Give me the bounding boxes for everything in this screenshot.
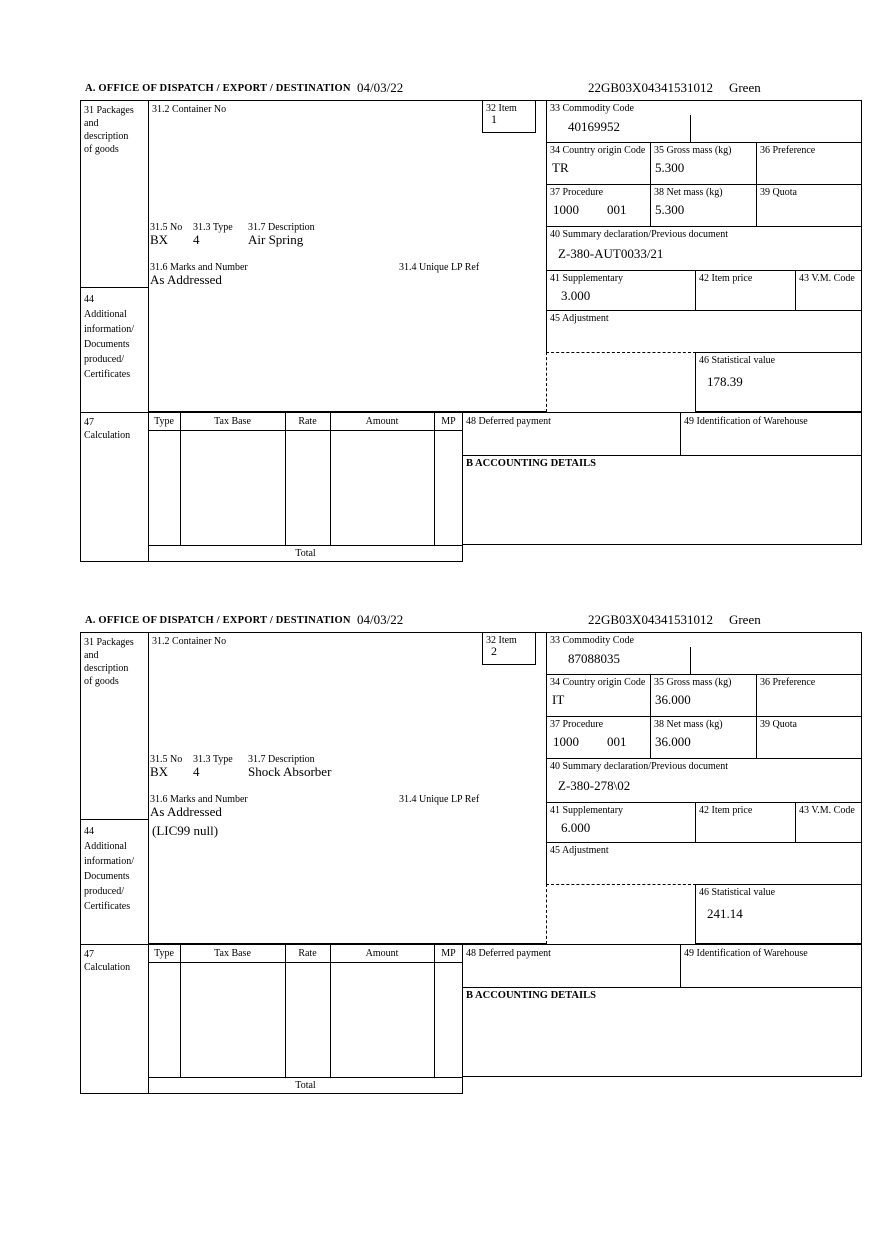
mrn-value: 22GB03X04341531012 (588, 612, 713, 627)
calculation-table (148, 944, 463, 1094)
table-header-mp: MP (441, 948, 456, 959)
table-header-rate: Rate (298, 416, 317, 427)
net-mass-value: 36.000 (655, 734, 691, 749)
box-31-label: 31 Packages and description of goods (84, 105, 134, 155)
calculation-table (148, 412, 463, 562)
marks-value: As Addressed (150, 272, 222, 287)
box-47-label: 47 Calculation (84, 949, 131, 973)
table-total-label: Total (295, 1080, 316, 1091)
mrn-line (588, 613, 761, 627)
warehouse-id-label: 49 Identification of Warehouse (684, 416, 808, 427)
table-header-amount: Amount (365, 948, 399, 959)
quota-label: 39 Quota (760, 187, 797, 198)
table-column-divider (180, 944, 181, 1077)
country-origin-value: IT (552, 692, 565, 707)
procedure-value: 1000 (553, 202, 579, 217)
summary-declaration-value: Z-380-278\02 (558, 778, 631, 793)
mrn-line (588, 81, 761, 95)
package-no-value: BX (150, 232, 169, 247)
box-31-goods-area (148, 632, 547, 944)
preference-label: 36 Preference (760, 145, 816, 156)
supplementary-value: 6.000 (561, 820, 591, 835)
supplementary-label: 41 Supplementary (550, 273, 624, 284)
table-header-type: Type (154, 416, 174, 427)
net-mass-value: 5.300 (655, 202, 685, 217)
adjustment-spacer-cell (546, 352, 696, 412)
goods-description-value: Shock Absorber (248, 764, 332, 779)
goods-description-value: Air Spring (248, 232, 304, 247)
deferred-payment-label: 48 Deferred payment (466, 416, 551, 427)
table-header-mp: MP (441, 416, 456, 427)
office-of-dispatch-header: A. OFFICE OF DISPATCH / EXPORT / DESTINATION (85, 615, 351, 626)
marks-label: 31.6 Marks and Number (150, 262, 248, 273)
statistical-value-label: 46 Statistical value (699, 355, 776, 366)
country-origin-label: 34 Country origin Code (550, 145, 646, 156)
marks-label: 31.6 Marks and Number (150, 794, 248, 805)
procedure-ext-value: 001 (607, 734, 627, 749)
description-label: 31.7 Description (248, 222, 315, 233)
summary-declaration-label: 40 Summary declaration/Previous document (550, 229, 729, 240)
declaration-item-section (80, 612, 862, 1097)
country-origin-label: 34 Country origin Code (550, 677, 646, 688)
table-column-divider (434, 944, 435, 1077)
summary-declaration-value: Z-380-AUT0033/21 (558, 246, 664, 261)
item-price-label: 42 Item price (699, 273, 753, 284)
commodity-code-divider (690, 115, 691, 143)
table-total-divider (148, 1077, 463, 1078)
box-44-label: 44 Additional information/ Documents produced/ Certificates (84, 294, 134, 380)
commodity-code-label: 33 Commodity Code (550, 635, 634, 646)
package-no-value: BX (150, 764, 169, 779)
country-origin-value: TR (552, 160, 569, 175)
gross-mass-value: 36.000 (655, 692, 691, 707)
table-column-divider (180, 412, 181, 545)
additional-info-value: (LIC99 null) (152, 823, 219, 838)
procedure-label: 37 Procedure (550, 187, 604, 198)
mrn-value: 22GB03X04341531012 (588, 80, 713, 95)
office-of-dispatch-header: A. OFFICE OF DISPATCH / EXPORT / DESTINATION (85, 83, 351, 94)
table-column-divider (330, 412, 331, 545)
table-total-label: Total (295, 548, 316, 559)
procedure-label: 37 Procedure (550, 719, 604, 730)
package-type-value: 4 (193, 764, 200, 779)
table-header-tax-base: Tax Base (214, 416, 251, 427)
box-31-goods-area (148, 100, 547, 412)
container-no-label: 31.2 Container No (152, 104, 227, 115)
adjustment-label: 45 Adjustment (550, 845, 609, 856)
box-44-label: 44 Additional information/ Documents produced/ Certificates (84, 826, 134, 912)
accounting-details-label: B ACCOUNTING DETAILS (466, 990, 596, 1001)
declaration-item-section (80, 80, 862, 565)
procedure-value: 1000 (553, 734, 579, 749)
adjustment-spacer-cell (546, 884, 696, 944)
vm-code-label: 43 V.M. Code (799, 805, 855, 816)
box-31-label: 31 Packages and description of goods (84, 637, 134, 687)
table-header-amount: Amount (365, 416, 399, 427)
marks-value: As Addressed (150, 804, 222, 819)
routing-status: Green (728, 80, 761, 95)
preference-label: 36 Preference (760, 677, 816, 688)
description-label: 31.7 Description (248, 754, 315, 765)
accounting-details-label: B ACCOUNTING DETAILS (466, 458, 596, 469)
statistical-value: 241.14 (707, 906, 743, 921)
commodity-code-divider (690, 647, 691, 675)
declaration-date: 04/03/22 (357, 80, 404, 95)
table-header-type: Type (154, 948, 174, 959)
net-mass-label: 38 Net mass (kg) (654, 187, 723, 198)
unique-lp-ref-label: 31.4 Unique LP Ref (399, 794, 480, 805)
table-column-divider (285, 412, 286, 545)
container-no-label: 31.2 Container No (152, 636, 227, 647)
unique-lp-ref-label: 31.4 Unique LP Ref (399, 262, 480, 273)
package-type-label: 31.3 Type (193, 222, 233, 233)
table-header-divider (148, 962, 463, 963)
package-type-label: 31.3 Type (193, 754, 233, 765)
item-number-value: 2 (491, 644, 497, 658)
table-header-divider (148, 430, 463, 431)
commodity-code-value: 40169952 (568, 119, 620, 134)
gross-mass-label: 35 Gross mass (kg) (654, 145, 732, 156)
quota-label: 39 Quota (760, 719, 797, 730)
item-label: 32 Item (486, 103, 517, 114)
declaration-date: 04/03/22 (357, 612, 404, 627)
item-label: 32 Item (486, 635, 517, 646)
box-47-label: 47 Calculation (84, 417, 131, 441)
package-type-value: 4 (193, 232, 200, 247)
adjustment-label: 45 Adjustment (550, 313, 609, 324)
package-no-label: 31.5 No (150, 222, 183, 233)
statistical-value-label: 46 Statistical value (699, 887, 776, 898)
supplementary-label: 41 Supplementary (550, 805, 624, 816)
table-header-rate: Rate (298, 948, 317, 959)
routing-status: Green (728, 612, 761, 627)
table-column-divider (285, 944, 286, 1077)
commodity-code-value: 87088035 (568, 651, 620, 666)
gross-mass-label: 35 Gross mass (kg) (654, 677, 732, 688)
commodity-code-label: 33 Commodity Code (550, 103, 634, 114)
package-no-label: 31.5 No (150, 754, 183, 765)
warehouse-id-label: 49 Identification of Warehouse (684, 948, 808, 959)
table-column-divider (330, 944, 331, 1077)
item-number-value: 1 (491, 112, 497, 126)
net-mass-label: 38 Net mass (kg) (654, 719, 723, 730)
summary-declaration-label: 40 Summary declaration/Previous document (550, 761, 729, 772)
item-price-label: 42 Item price (699, 805, 753, 816)
table-header-tax-base: Tax Base (214, 948, 251, 959)
supplementary-value: 3.000 (561, 288, 591, 303)
vm-code-label: 43 V.M. Code (799, 273, 855, 284)
deferred-payment-label: 48 Deferred payment (466, 948, 551, 959)
procedure-ext-value: 001 (607, 202, 627, 217)
table-column-divider (434, 412, 435, 545)
gross-mass-value: 5.300 (655, 160, 685, 175)
statistical-value: 178.39 (707, 374, 743, 389)
table-total-divider (148, 545, 463, 546)
